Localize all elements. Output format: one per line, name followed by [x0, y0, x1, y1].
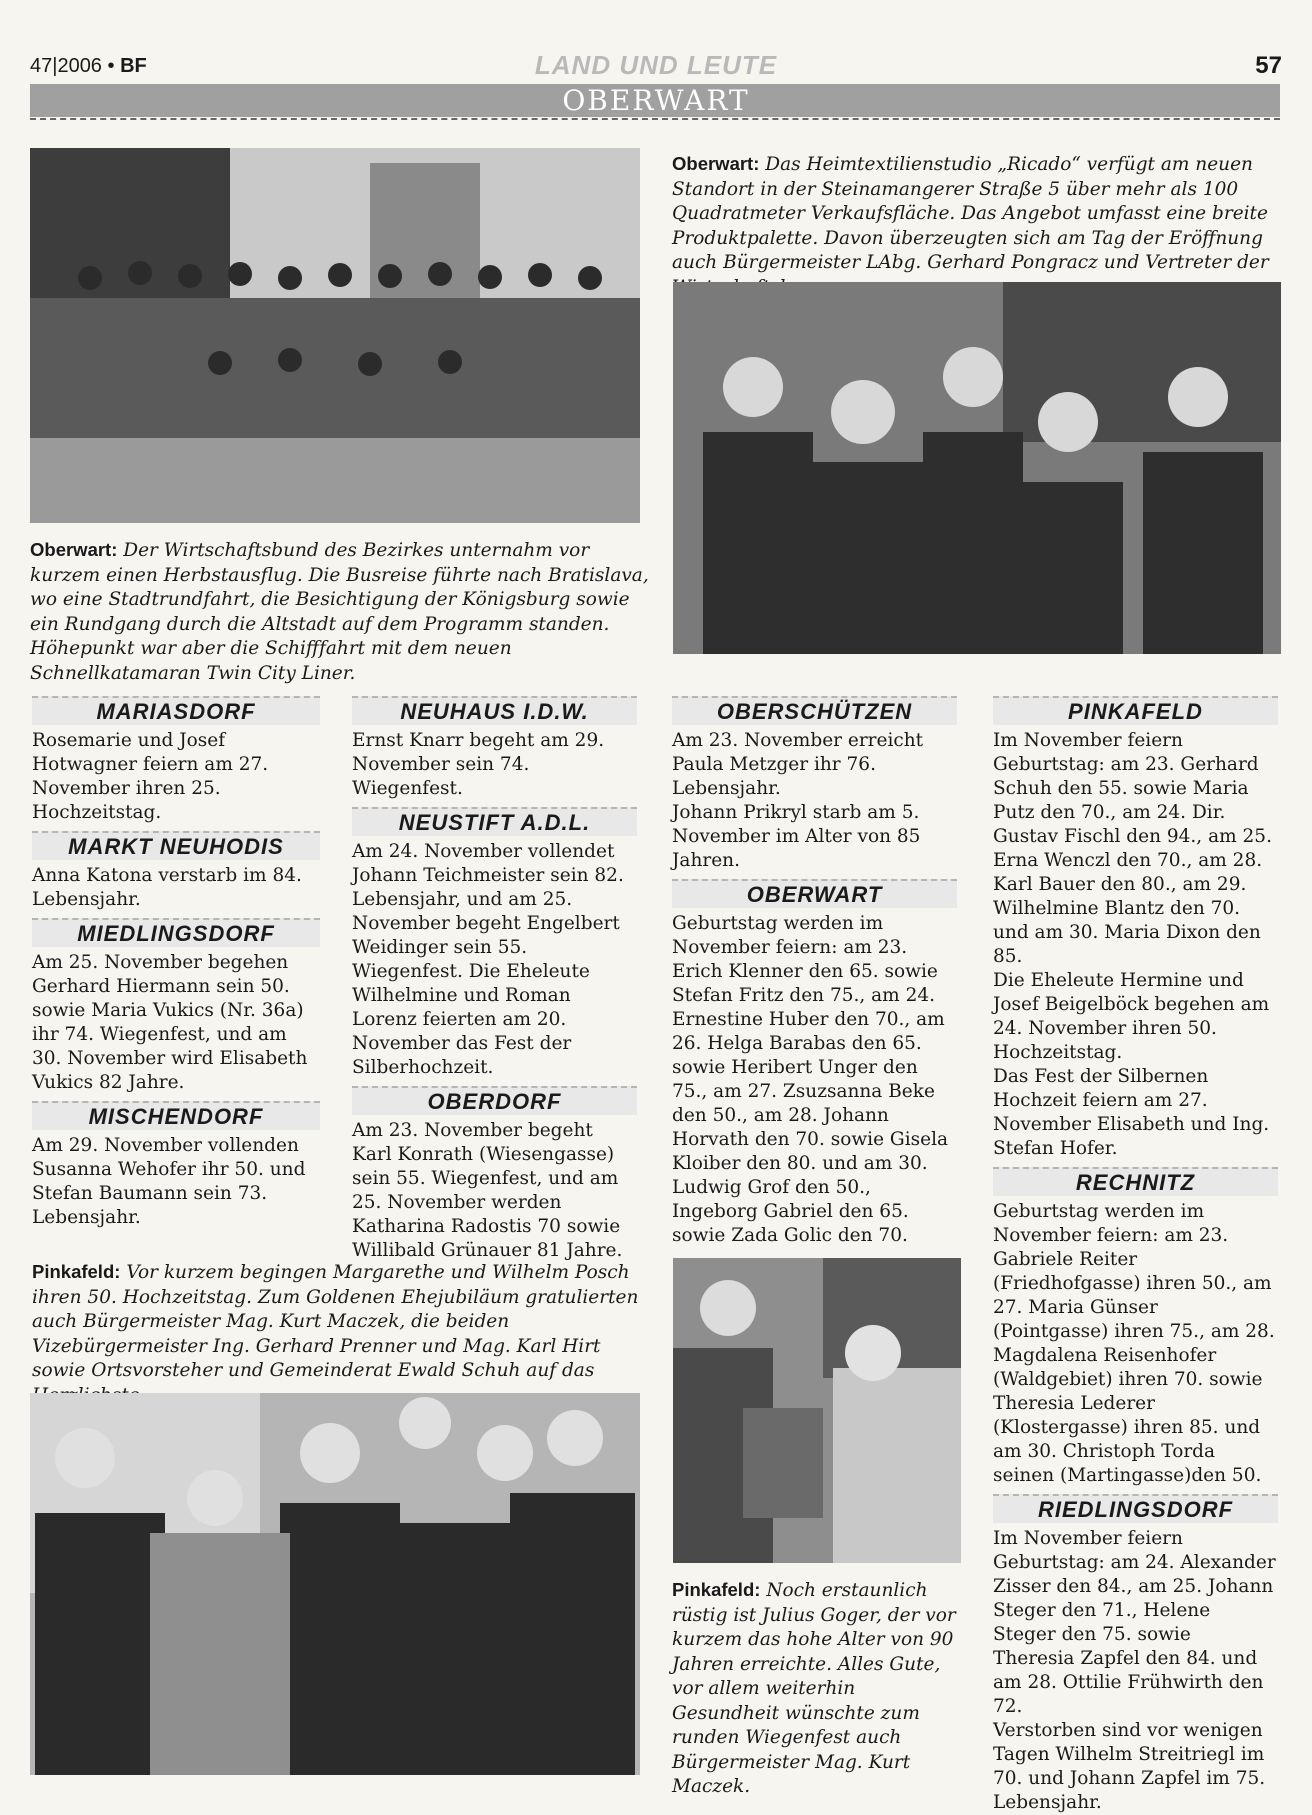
brand-label: BF	[120, 55, 147, 77]
group-photo	[30, 148, 640, 523]
section-pinkafeld	[993, 696, 1278, 1161]
section-oberdorf	[352, 1086, 637, 1263]
section-heading: OBERSCHÜTZEN	[672, 696, 957, 725]
section-text: Am 24. November vollendet Johann Teichmeister sein 82. Lebensjahr, und am 25. November begeht Engelbert Weidinger sein 55. Wiegenfest. Die Eheleute Wilhelmine und Roman Lorenz feierten am 20. November das Fest der Silberhochzeit.	[352, 841, 624, 1078]
band-title: OBERWART	[562, 84, 750, 117]
section-text: Rosemarie und Josef Hotwagner feiern am 27. November ihren 25. Hochzeitstag.	[32, 730, 269, 823]
section-text: Am 23. November erreicht Paula Metzger ihr 76. Lebensjahr. Johann Prikryl starb am 5. November im Alter von 85 Jahren.	[672, 730, 924, 871]
caption-goger	[672, 1578, 962, 1800]
caption-place: Pinkafeld:	[32, 1261, 121, 1282]
column-2	[352, 690, 637, 1263]
section-text: Im November feiern Geburtstag: am 24. Alexander Zisser den 84., am 25. Johann Steger den 71., Helene Steger den 75. sowie Theresia Zapfel den 84. und am 28. Ottilie Frühwirth den 72. Verstorben sind vor wenigen Tagen Wilhelm Streitriegl im 70. und Johann Zapfel im 75. Lebensjahr.	[993, 1528, 1276, 1813]
section-mariasdorf	[32, 696, 320, 825]
caption-place: Oberwart:	[30, 539, 118, 560]
section-title: LAND UND LEUTE	[534, 50, 778, 80]
section-heading: MARIASDORF	[32, 696, 320, 725]
section-heading: PINKAFELD	[993, 696, 1278, 725]
section-heading: NEUSTIFT A.D.L.	[352, 807, 637, 836]
section-neustift	[352, 807, 637, 1080]
caption-text: Der Wirtschaftsbund des Bezirkes unternahm vor kurzem einen Herbstausflug. Die Busreise führte nach Bratislava, wo eine Stadtrundfahrt, die Besichtigung der Königsburg sowie ein Rundgang durch die Altstadt auf dem Programm standen. Höhepunkt war aber die Schifffahrt mit dem neuen Schnellkatamaran Twin City Liner.	[30, 540, 649, 684]
posch-photo	[30, 1393, 640, 1775]
section-heading: RIEDLINGSDORF	[993, 1494, 1278, 1523]
section-text: Geburtstag werden im November feiern: am 23. Gabriele Reiter (Friedhofgasse) ihren 50., am 27. Maria Günser (Pointgasse) ihren 75., am 28. Magdalena Reisenhofer (Waldgebiet) ihren 70. sowie Theresia Lederer (Klostergasse) ihren 85. und am 30. Christoph Torda seinen (Martingasse)den 50.	[993, 1201, 1275, 1486]
caption-posch	[32, 1260, 642, 1408]
goger-photo	[673, 1258, 961, 1563]
section-text: Ernst Knarr begeht am 29. November sein 74. Wiegenfest.	[352, 730, 605, 799]
ricado-photo	[673, 282, 1281, 654]
section-miedlingsdorf	[32, 918, 320, 1095]
section-heading: MARKT NEUHODIS	[32, 831, 320, 860]
column-3	[672, 690, 957, 1248]
caption-ricado	[672, 152, 1282, 300]
caption-place: Pinkafeld:	[672, 1579, 761, 1600]
section-heading: MIEDLINGSDORF	[32, 918, 320, 947]
section-neuhaus	[352, 696, 637, 801]
section-text: Am 25. November begehen Gerhard Hiermann sein 50. sowie Maria Vukics (Nr. 36a) ihr 74. Wiegenfest, und am 30. November wird Elisabeth Vukics 82 Jahre.	[32, 952, 308, 1093]
section-oberschuetzen	[672, 696, 957, 873]
section-heading: OBERWART	[672, 879, 957, 908]
issue-bullet: •	[107, 55, 115, 77]
page-number: 57	[1255, 52, 1282, 79]
column-1	[32, 690, 320, 1230]
caption-text: Vor kurzem begingen Margarethe und Wilhelm Posch ihren 50. Hochzeitstag. Zum Goldenen Ehejubiläum gratulierten auch Bürgermeister Mag. Kurt Maczek, die beiden Vizebürgermeister Ing. Gerhard Prenner und Mag. Karl Hirt sowie Ortsvorsteher und Gemeinderat Ewald Schuh auf das	[32, 1262, 639, 1381]
section-heading: RECHNITZ	[993, 1167, 1278, 1196]
section-markt-neuhodis	[32, 831, 320, 912]
section-mischendorf	[32, 1101, 320, 1230]
section-heading: OBERDORF	[352, 1086, 637, 1115]
section-heading: NEUHAUS I.D.W.	[352, 696, 637, 725]
band-divider	[30, 118, 1280, 120]
section-oberwart	[672, 879, 957, 1248]
section-heading: MISCHENDORF	[32, 1101, 320, 1130]
column-4	[993, 690, 1278, 1815]
section-text: Am 23. November begeht Karl Konrath (Wiesengasse) sein 55. Wiegenfest, und am 25. November werden Katharina Radostis 70 sowie Willibald Grünauer 81 Jahre.	[352, 1120, 623, 1261]
section-rechnitz	[993, 1167, 1278, 1488]
caption-text: Das Heimtextilienstudio „Ricado“ verfügt am neuen Standort in der Steinamangerer Straße 5 über mehr als 100 Quadratmeter Verkaufsfläche. Das Angebot umfasst eine breite Produktpalette. Davon überzeugten sich am Tag der Eröffnung auch Bürgermeister LAbg. Gerhard Pongracz und Vertreter der	[672, 154, 1269, 273]
caption-place: Oberwart:	[672, 153, 760, 174]
section-riedlingsdorf	[993, 1494, 1278, 1815]
section-text: Am 29. November vollenden Susanna Wehofer ihr 50. und Stefan Baumann sein 73. Lebensjahr.	[32, 1135, 306, 1228]
section-text: Anna Katona verstarb im 84. Lebensjahr.	[32, 865, 302, 910]
caption-herbstausflug	[30, 538, 650, 686]
section-text: Im November feiern Geburtstag: am 23. Gerhard Schuh den 55. sowie Maria Putz den 70., am 24. Dir. Gustav Fischl den 94., am 25. Erna Wenczl den 70., am 28. Karl Bauer den 80., am 29. Wilhelmine Blantz den 70. und am 30. Maria Dixon den 85. Die Eheleute Hermine und Josef Beigelböck begehen am 24. November ihren 50. Hochzeitstag. Das Fest der Silbernen Hochzeit feiern am 27. November Elisabeth und Ing. Stefan Hofer.	[993, 730, 1272, 1159]
issue-number: 47|2006	[30, 55, 102, 77]
caption-text: Noch erstaunlich rüstig ist Julius Goger, der vor kurzem das hohe Alter von 90 Jahren erreichte. Alles Gute, vor allem weiterhin Gesundheit wünschte zum runden Wiegenfest auch Bürgermeister Mag. Kurt Maczek.	[672, 1580, 956, 1797]
section-text: Geburtstag werden im November feiern: am 23. Erich Klenner den 65. sowie Stefan Fritz den 75., am 24. Ernestine Huber den 70., am 26. Helga Barabas den 65. sowie Heribert Unger den 75., am 27. Zsuzsanna Beke den 50., am 28. Johann Horvath den 70. sowie Gisela Kloiber den 80. und am 30. Ludwig Grof den 50., Ingeborg Gabriel den 65. sowie Zada Golic den 70.	[672, 913, 949, 1246]
